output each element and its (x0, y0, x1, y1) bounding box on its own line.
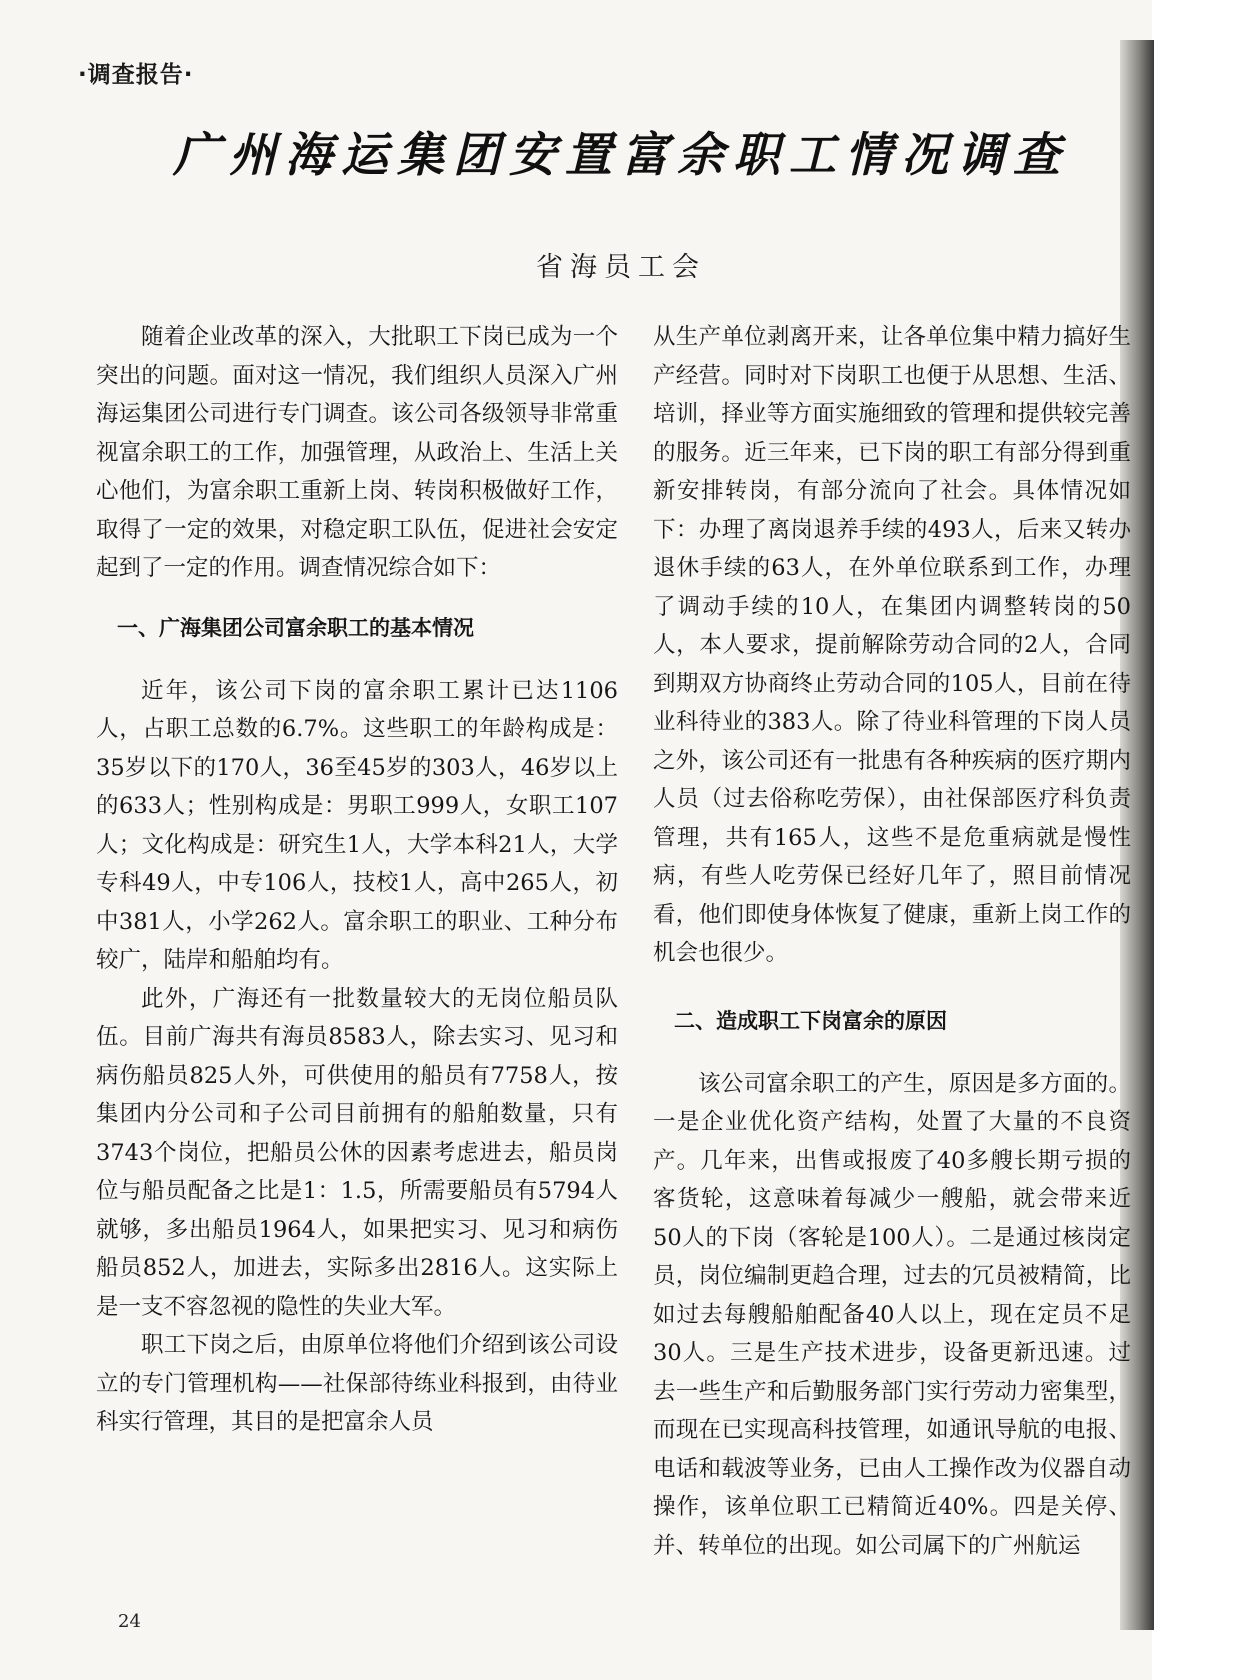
paragraph: 近年，该公司下岗的富余职工累计已达1106人，占职工总数的6.7%。这些职工的年龄构成是：35岁以下的170人，36至45岁的303人，46岁以上的633人；性别构成是：男职工999人，女职工107人；文化构成是：研究生1人，大学本科21人，大学专科49人，中专106人，技校1人，高中265人，初中381人，小学262人。富余职工的职业、工种分布较广，陆岸和船舶均有。 (96, 677, 618, 973)
right-column (653, 318, 1131, 1565)
paragraph: 该公司富余职工的产生，原因是多方面的。一是企业优化资产结构，处置了大量的不良资产。几年来，出售或报废了40多艘长期亏损的客货轮，这意味着每减少一艘船，就会带来近50人的下岗（客轮是100人）。二是通过核岗定员，岗位编制更趋合理，过去的冗员被精简，比如过去每艘船舶配备40人以上，现在定员不足30人。三是生产技术进步，设备更新迅速。过去一些生产和后勤服务部门实行劳动力密集型，而现在已实现高科技管理，如通讯导航的电报、电话和载波等业务，已由人工操作改为仪器自动操作，该单位职工已精简近40%。四是关停、并、转单位的出现。如公司属下的广州航运 (653, 1070, 1131, 1559)
paragraph: 从生产单位剥离开来，让各单位集中精力搞好生产经营。同时对下岗职工也便于从思想、生活、培训，择业等方面实施细致的管理和提供较完善的服务。近三年来，已下岗的职工有部分得到重新安排转岗，有部分流向了社会。具体情况如下：办理了离岗退养手续的493人，后来又转办退休手续的63人，在外单位联系到工作，办理了调动手续的10人，在集团内调整转岗的50人，本人要求，提前解除劳动合同的2人，合同到期双方协商终止劳动合同的105人，目前在待业科待业的383人。除了待业科管理的下岗人员之外，该公司还有一批患有各种疾病的医疗期内人员（过去俗称吃劳保），由社保部医疗科负责管理，共有165人，这些不是危重病就是慢性病，有些人吃劳保已经好几年了，照目前情况看，他们即使身体恢复了健康，重新上岗工作的机会也很少。 (653, 324, 1131, 966)
intro-paragraph: 随着企业改革的深入，大批职工下岗已成为一个突出的问题。面对这一情况，我们组织人员深入广州海运集团公司进行专门调查。该公司各级领导非常重视富余职工的工作，加强管理，从政治上、生活上关心他们，为富余职工重新上岗、转岗积极做好工作，取得了一定的效果，对稳定职工队伍，促进社会安定起到了一定的作用。调查情况综合如下： (96, 324, 618, 581)
article-title: 广州海运集团安置富余职工情况调查 (173, 128, 1069, 183)
article-author: 省海员工会 (536, 252, 706, 283)
paragraph: 职工下岗之后，由原单位将他们介绍到该公司设立的专门管理机构——社保部待练业科报到，由待业科实行管理，其目的是把富余人员 (96, 1332, 618, 1435)
section-heading-1: 一、广海集团公司富余职工的基本情况 (117, 615, 474, 640)
page-number: 24 (118, 1611, 141, 1632)
section-heading-2: 二、造成职工下岗富余的原因 (674, 1008, 947, 1033)
section-tag: ·调查报告· (78, 62, 194, 88)
paragraph: 此外，广海还有一批数量较大的无岗位船员队伍。目前广海共有海员8583人，除去实习、见习和病伤船员825人外，可供使用的船员有7758人，按集团内分公司和子公司目前拥有的船舶数量，只有3743个岗位，把船员公休的因素考虑进去，船员岗位与船员配备之比是1：1.5，所需要船员有5794人就够，多出船员1964人，如果把实习、见习和病伤船员852人，加进去，实际多出2816人。这实际上是一支不容忽视的隐性的失业大军。 (96, 985, 618, 1320)
left-column (96, 318, 618, 1442)
